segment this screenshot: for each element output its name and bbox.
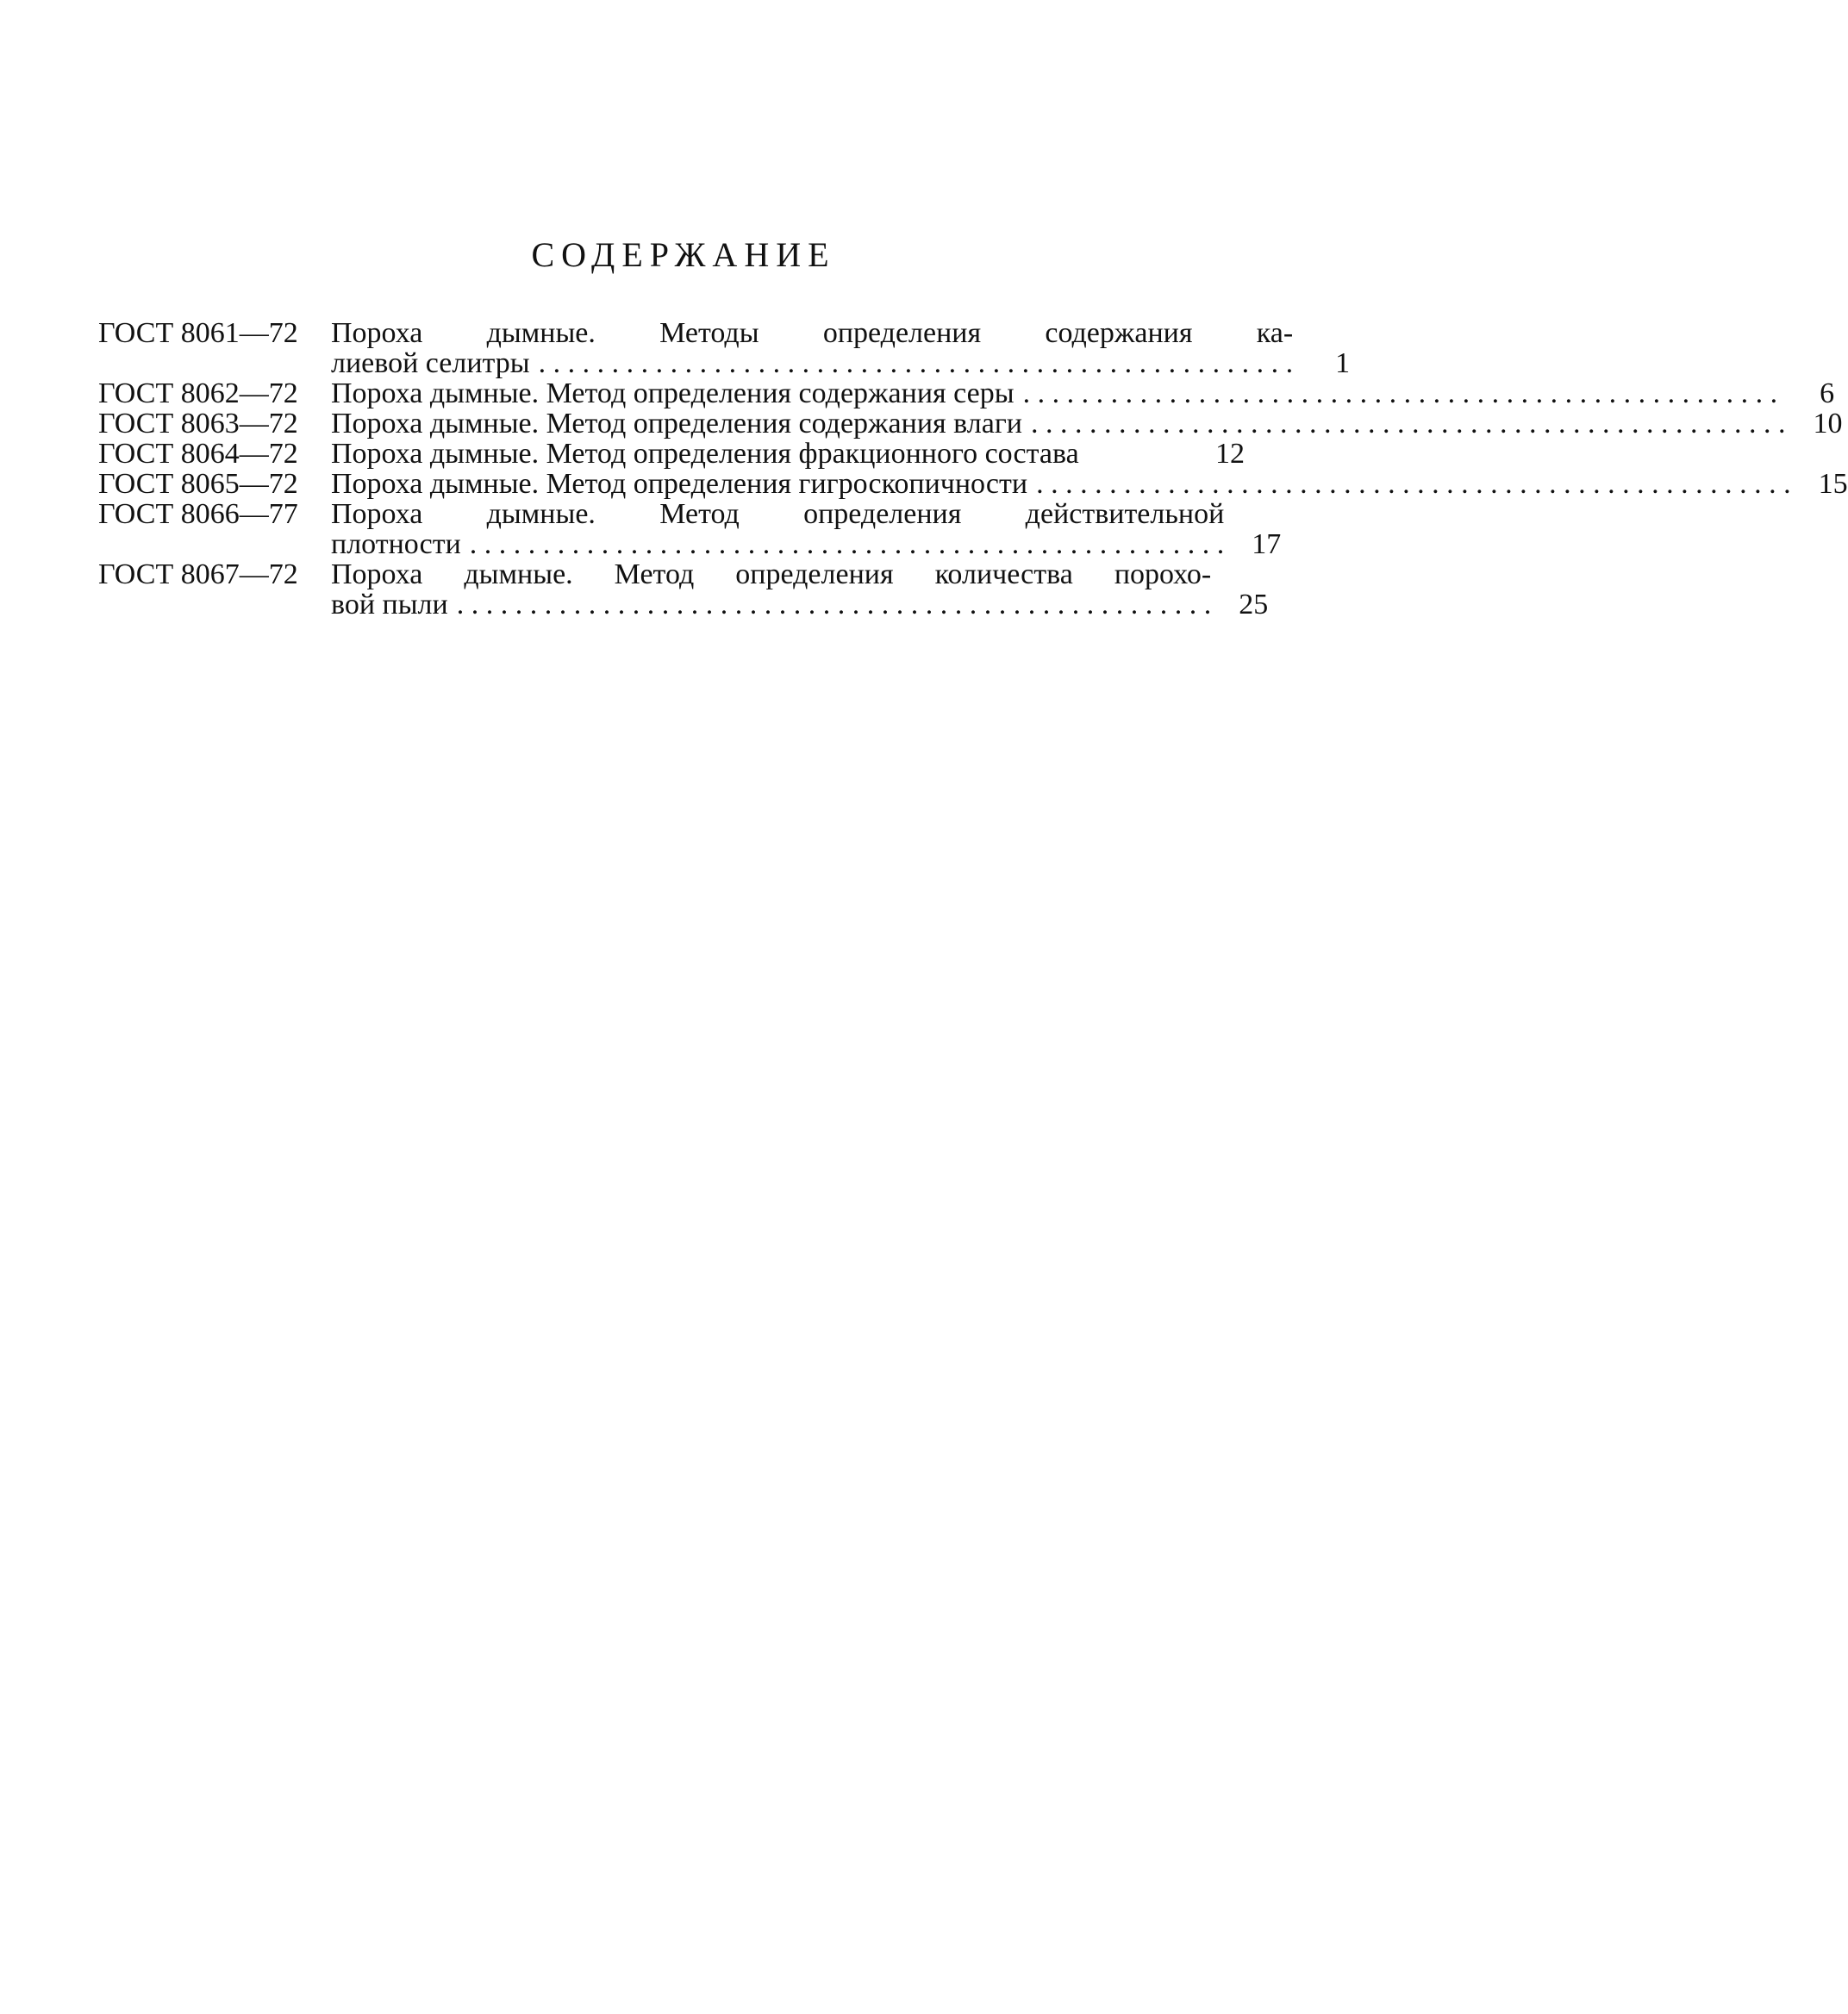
toc-dot-leader: . . . . . . . . . . . . . . . . . . . . . . . . . . . . . . . . . . . . . . . . . . . . . . . . . . . .	[1036, 468, 1791, 500]
toc-page-number[interactable]: 6	[1820, 377, 1835, 409]
toc-entry-title: Пороха дымные. Метод определения количества порохо-	[331, 558, 1212, 590]
toc-entry-title: Пороха дымные. Методы определения содержания ка-	[331, 317, 1294, 349]
toc-entry-line	[331, 378, 1834, 408]
toc-entry[interactable]	[98, 558, 1269, 620]
toc-entry-line	[331, 318, 1350, 348]
toc-entry-code: ГОСТ 8065—72	[98, 468, 298, 500]
toc-entry[interactable]	[98, 317, 1351, 379]
toc-page-number[interactable]: 15	[1818, 468, 1848, 500]
toc-entry-title-continued: лиевой селитры	[331, 347, 530, 379]
toc-entry-code: ГОСТ 8064—72	[98, 438, 298, 470]
toc-page-number[interactable]: 1	[1335, 347, 1351, 379]
toc-entry-body	[331, 318, 1350, 378]
toc-entry-title-continued: вой пыли	[331, 589, 448, 620]
toc-entry-body	[331, 559, 1268, 620]
toc-entry-title: Пороха дымные. Метод определения фракционного состава	[331, 438, 1079, 470]
toc-entry[interactable]	[98, 468, 1848, 500]
toc-entry-line	[331, 499, 1281, 529]
toc-entry-code: ГОСТ 8067—72	[98, 558, 298, 590]
toc-dot-leader: . . . . . . . . . . . . . . . . . . . . . . . . . . . . . . . . . . . . . . . . . . . . . . . . . . . .	[1022, 377, 1778, 409]
toc-entry-code: ГОСТ 8063—72	[98, 408, 298, 440]
toc-page-number[interactable]: 10	[1813, 408, 1843, 440]
toc-entry-line	[331, 348, 1350, 378]
toc-entry-line	[331, 589, 1268, 620]
toc-entry-title: Пороха дымные. Метод определения содержания влаги	[331, 408, 1022, 440]
toc-entry-title: Пороха дымные. Метод определения содержания серы	[331, 377, 1015, 409]
table-of-contents	[98, 317, 1848, 620]
toc-entry-code: ГОСТ 8062—72	[98, 377, 298, 409]
toc-entry-body	[331, 408, 1842, 439]
toc-entry-body	[331, 439, 1245, 469]
toc-entry[interactable]	[98, 498, 1282, 560]
toc-entry-title: Пороха дымные. Метод определения действительной	[331, 498, 1225, 530]
toc-entry-line	[331, 529, 1281, 559]
toc-entry-line	[331, 469, 1848, 499]
toc-entry-line	[331, 408, 1842, 439]
toc-dot-leader: . . . . . . . . . . . . . . . . . . . . . . . . . . . . . . . . . . . . . . . . . . . . . . . . . . . .	[538, 347, 1294, 379]
toc-entry-code: ГОСТ 8066—77	[98, 498, 298, 530]
toc-dot-leader: . . . . . . . . . . . . . . . . . . . . . . . . . . . . . . . . . . . . . . . . . . . . . . . . . . . .	[469, 528, 1225, 560]
toc-entry-title: Пороха дымные. Метод определения гигроскопичности	[331, 468, 1028, 500]
toc-entry[interactable]	[98, 377, 1835, 409]
toc-dot-leader: . . . . . . . . . . . . . . . . . . . . . . . . . . . . . . . . . . . . . . . . . . . . . . . . . . . .	[1030, 408, 1786, 440]
toc-page-number[interactable]: 17	[1252, 528, 1282, 560]
page-title: СОДЕРЖАНИЕ	[531, 235, 836, 274]
toc-entry[interactable]	[98, 408, 1843, 440]
toc-entry[interactable]	[98, 439, 1245, 469]
toc-page-number[interactable]: 25	[1239, 589, 1269, 620]
toc-page-number[interactable]: 12	[1215, 438, 1245, 470]
toc-dot-leader: . . . . . . . . . . . . . . . . . . . . . . . . . . . . . . . . . . . . . . . . . . . . . . . . . . . .	[456, 589, 1212, 620]
toc-entry-title-continued: плотности	[331, 528, 461, 560]
toc-entry-body	[331, 378, 1834, 408]
toc-entry-code: ГОСТ 8061—72	[98, 317, 298, 349]
toc-entry-body	[331, 469, 1848, 499]
toc-entry-body	[331, 499, 1281, 559]
toc-entry-line	[331, 439, 1245, 469]
toc-entry-line	[331, 559, 1268, 589]
